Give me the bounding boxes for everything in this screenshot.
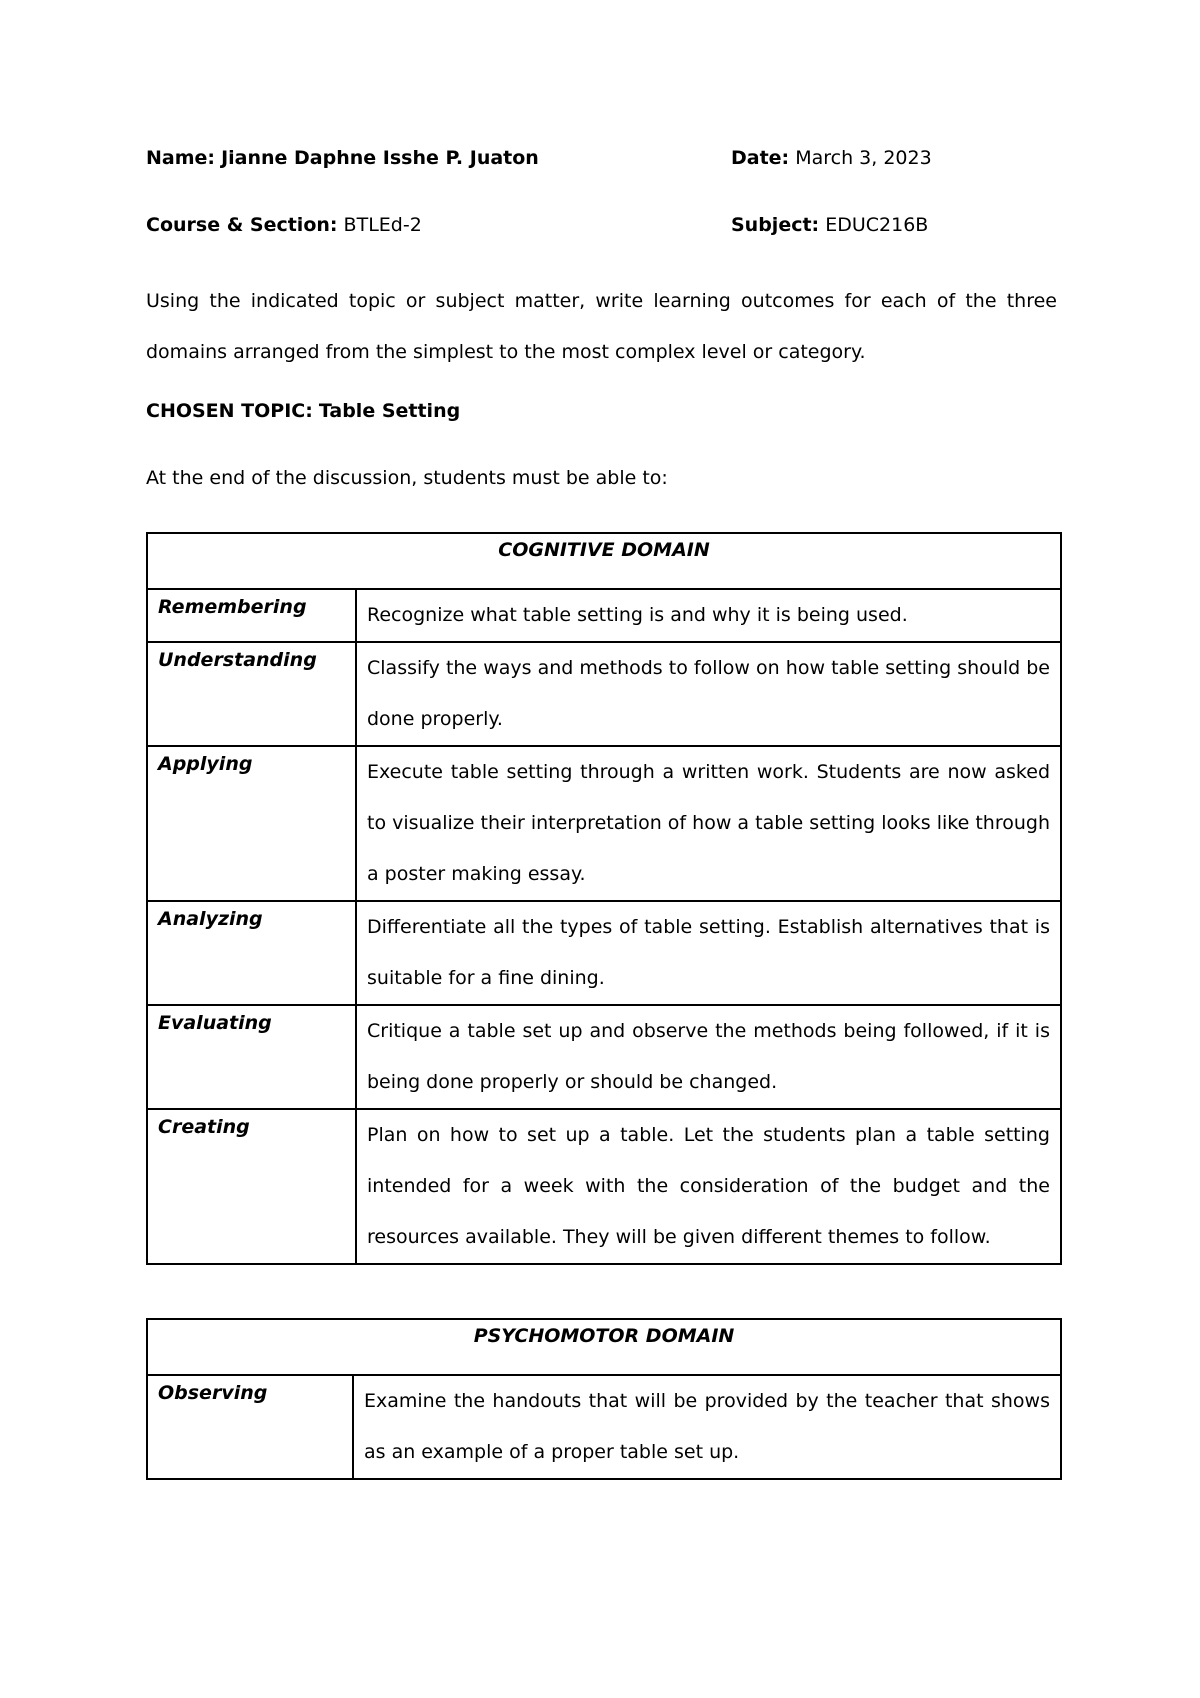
course-value: BTLEd-2 xyxy=(343,214,422,236)
table-row xyxy=(147,746,1061,901)
psychomotor-domain-table xyxy=(146,1318,1062,1480)
table-row xyxy=(147,642,1061,746)
psychomotor-domain-title: PSYCHOMOTOR DOMAIN xyxy=(147,1319,1061,1375)
cognitive-domain-table xyxy=(146,532,1062,1265)
table-row xyxy=(147,589,1061,642)
level-observing: Observing xyxy=(147,1375,353,1479)
table-row xyxy=(147,1005,1061,1109)
intro-line: At the end of the discussion, students must be able to: xyxy=(146,467,668,489)
desc-creating: Plan on how to set up a table. Let the students plan a table setting intended for a week with the consideration of the budget and the resources available. They will be given different themes to follow. xyxy=(356,1109,1061,1264)
subject-line xyxy=(731,213,928,237)
level-analyzing: Analyzing xyxy=(147,901,356,1005)
desc-evaluating: Critique a table set up and observe the methods being followed, if it is being done properly or should be changed. xyxy=(356,1005,1061,1109)
topic-label: CHOSEN TOPIC: xyxy=(146,400,313,422)
name-line xyxy=(146,146,539,170)
course-line xyxy=(146,213,422,237)
chosen-topic-line xyxy=(146,399,460,423)
course-label: Course & Section: xyxy=(146,214,338,236)
level-creating: Creating xyxy=(147,1109,356,1264)
desc-analyzing: Differentiate all the types of table setting. Establish alternatives that is suitable for a fine dining. xyxy=(356,901,1061,1005)
desc-applying: Execute table setting through a written work. Students are now asked to visualize their interpretation of how a table setting looks like through a poster making essay. xyxy=(356,746,1061,901)
desc-understanding: Classify the ways and methods to follow on how table setting should be done properly. xyxy=(356,642,1061,746)
date-label: Date: xyxy=(731,147,790,169)
date-line xyxy=(731,146,932,170)
level-understanding: Understanding xyxy=(147,642,356,746)
desc-observing: Examine the handouts that will be provided by the teacher that shows as an example of a proper table set up. xyxy=(353,1375,1061,1479)
level-remembering: Remembering xyxy=(147,589,356,642)
cognitive-domain-title: COGNITIVE DOMAIN xyxy=(147,533,1061,589)
date-value: March 3, 2023 xyxy=(795,147,932,169)
table-row xyxy=(147,901,1061,1005)
subject-label: Subject: xyxy=(731,214,820,236)
table-row xyxy=(147,1109,1061,1264)
level-evaluating: Evaluating xyxy=(147,1005,356,1109)
topic-value: Table Setting xyxy=(318,400,461,422)
table-row xyxy=(147,1375,1061,1479)
level-applying: Applying xyxy=(147,746,356,901)
subject-value: EDUC216B xyxy=(825,214,929,236)
name-value: Jianne Daphne Isshe P. Juaton xyxy=(221,147,539,169)
name-label: Name: xyxy=(146,147,216,169)
desc-remembering: Recognize what table setting is and why it is being used. xyxy=(356,589,1061,642)
instructions-paragraph: Using the indicated topic or subject matter, write learning outcomes for each of the three domains arranged from the simplest to the most complex level or category. xyxy=(146,290,1057,363)
